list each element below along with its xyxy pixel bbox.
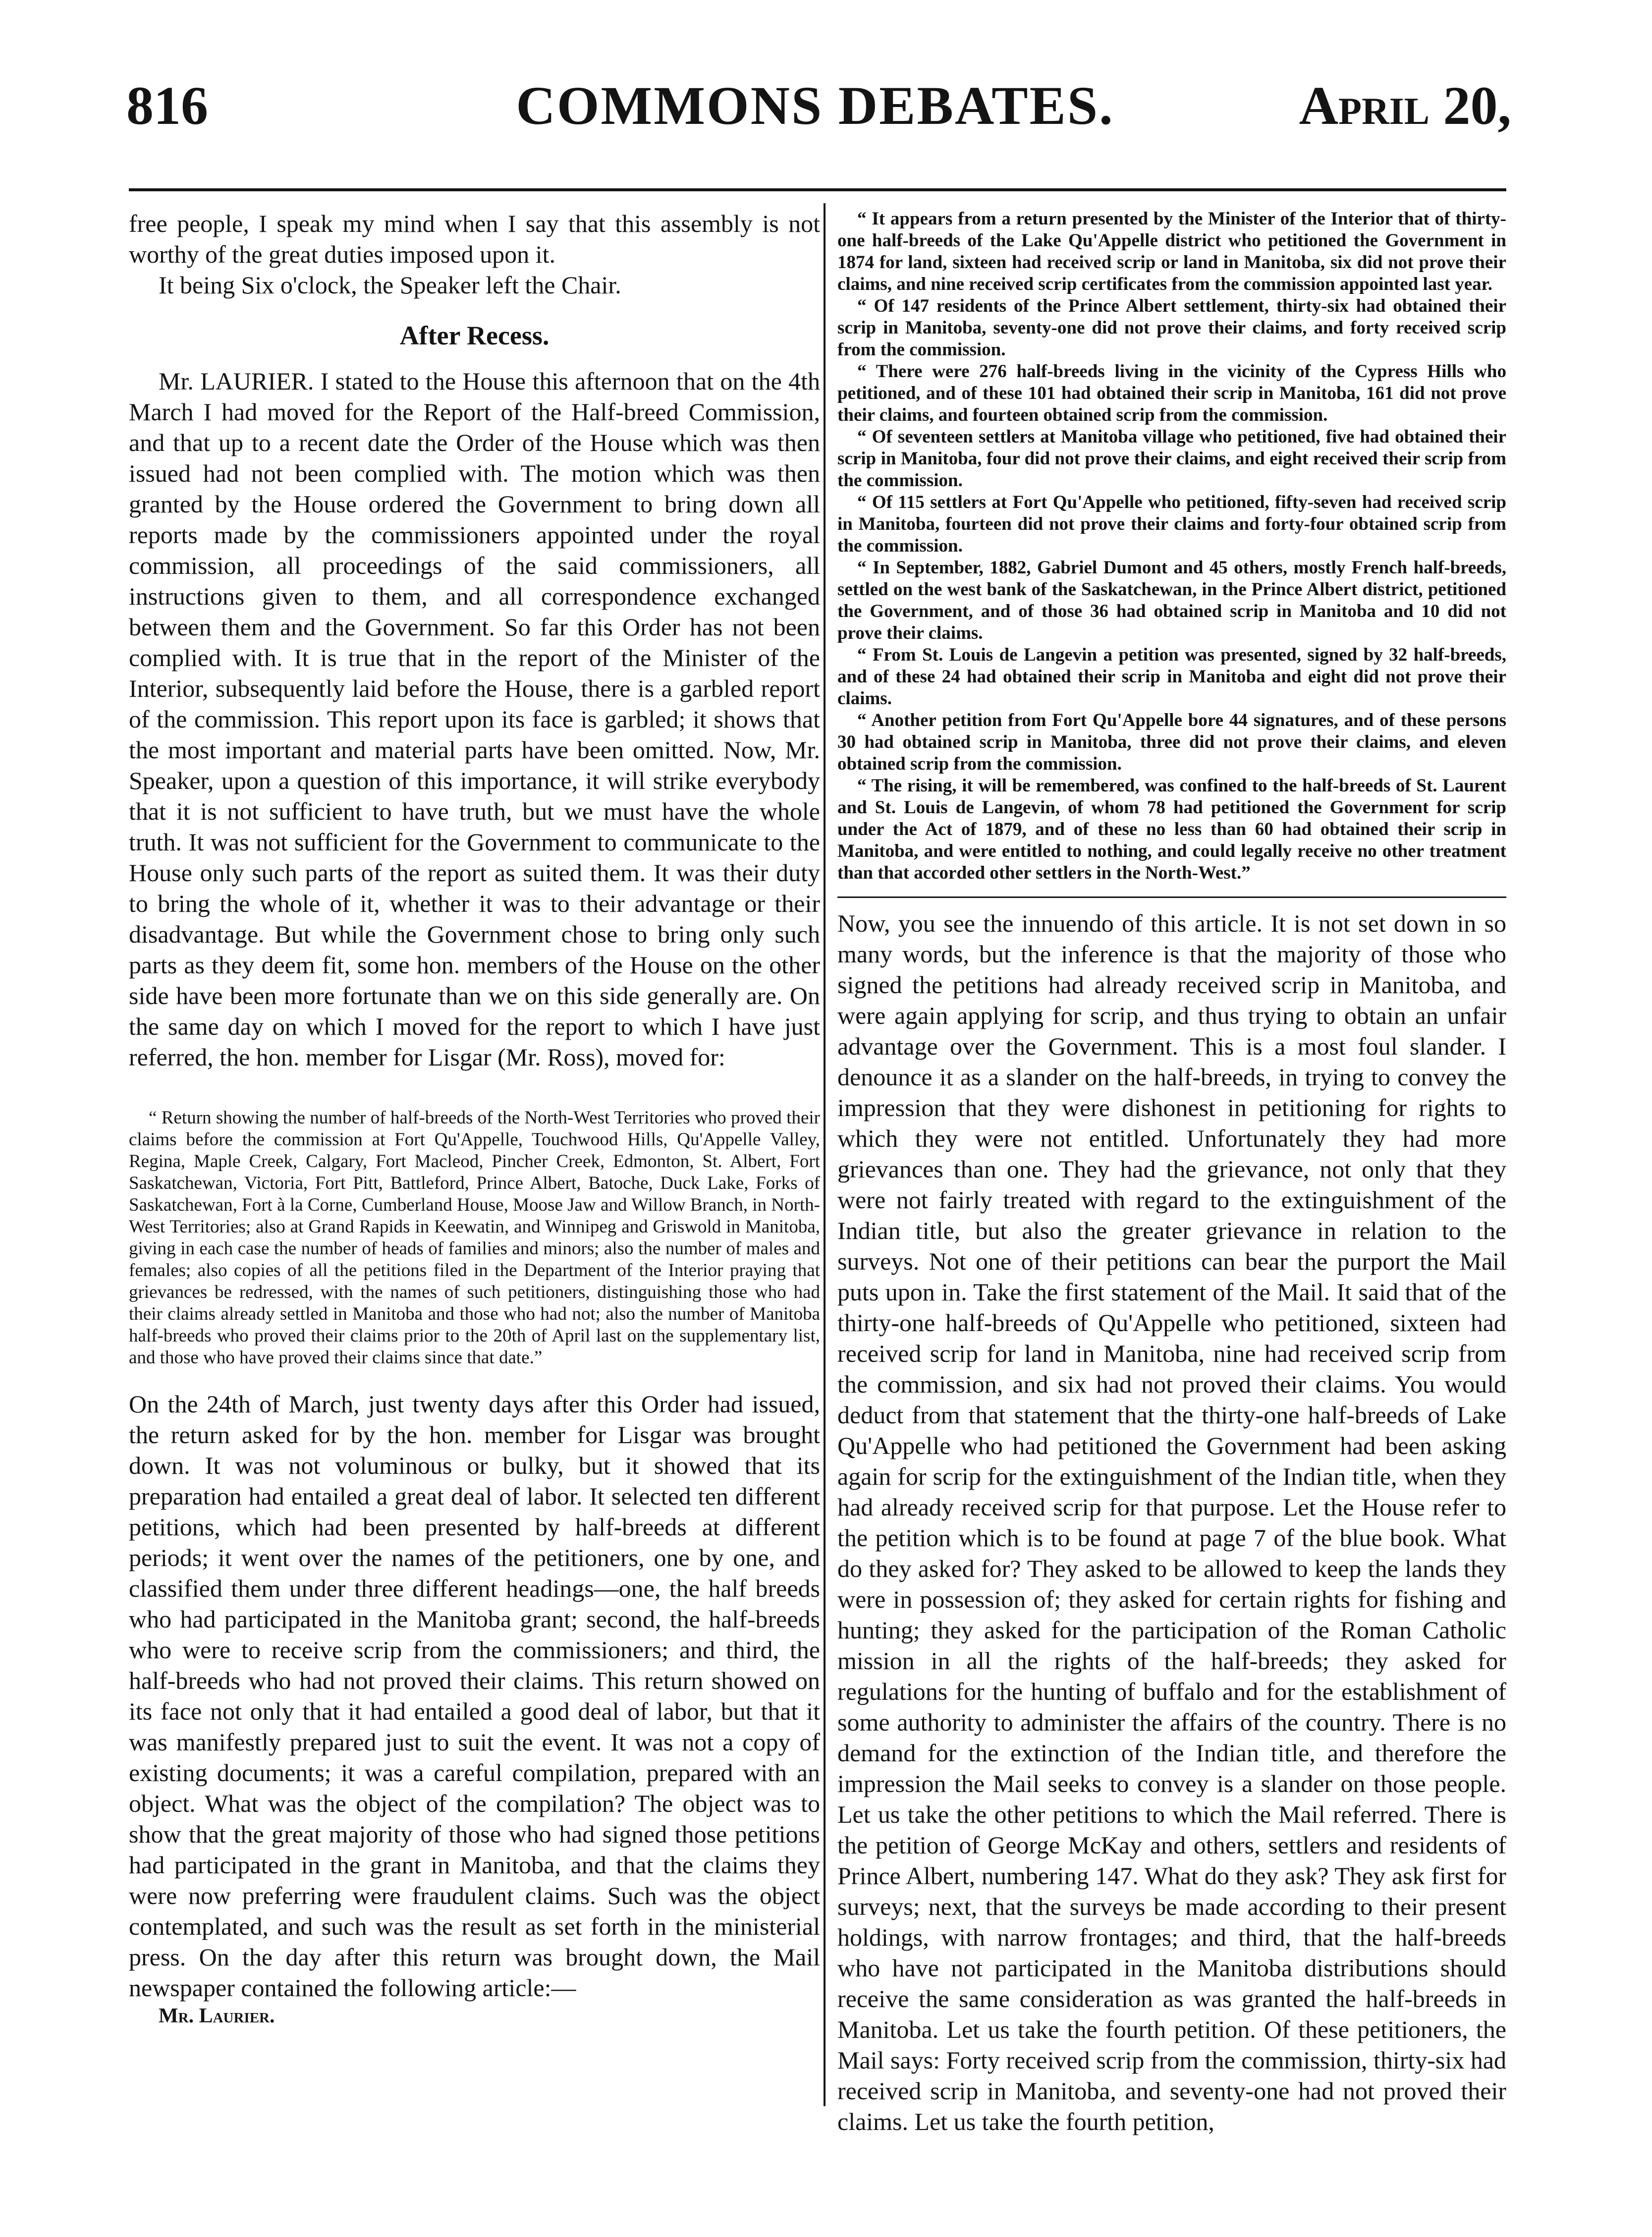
quote-paragraph: “ From St. Louis de Langevin a petition was presented, signed by 32 half-breeds, and of these 24 had obtained their scrip in Manitoba and eight did not prove their claims. (837, 645, 1506, 709)
paragraph-innuendo: Now, you see the innuendo of this article. It is not set down in so many words, but the inference is that the majority of those who signed the petitions had already received scrip in Manitoba, and were again applying for scrip, and thus trying to obtain an unfair advantage over the Government. This is a most foul slander. I denounce it as a slander on the half-breeds, in trying to convey the impression that they were dishonest in petitioning for rights to which they were not entitled. Unfortunately they had more grievances than one. They had the grievance, not only that they were not fairly treated with regard to the extinguishment of the Indian title, but also the greater grievance in relation to the surveys. Not one of their petitions can bear the purport the Mail puts upon in. Take the first statement of the Mail. It said that of the thirty-one half-breeds of Qu'Appelle who petitioned, sixteen had received scrip for land in Manitoba, nine had received scrip from the commission, and six had not proved their claims. You would deduct from that statement that the thirty-one half-breeds of Lake Qu'Appelle who had petitioned the Government had been asking again for scrip for the extinguishment of the Indian title, when they had already received scrip for that purpose. Let the House refer to the petition which is to be found at page 7 of the blue book. What do they asked for? They asked to be allowed to keep the lands they were in possession of; they asked for certain rights for fishing and hunting; they asked for the participation of the Roman Catholic mission in all the rights of the half-breeds; they asked for regulations for the hunting of buffalo and for the establishment of some authority to administer the affairs of the country. There is no demand for the extinction of the Indian title, and therefore the impression the Mail seeks to convey is a slander on those people. Let us take the other petitions to which the Mail referred. There is the petition of George McKay and others, settlers and residents of Prince Albert, numbering 147. What do they ask? They ask first for surveys; next, that the surveys be made according to their present holdings, with narrow frontages; and third, that the half-breeds who have not participated in the Manitoba distributions should receive the same consideration as was granted the half-breeds in Manitoba. Let us take the fourth petition. Of these petitioners, the Mail says: Forty received scrip from the commission, thirty-six had received scrip in Manitoba, and seventy-one had not proved their claims. Let us take the fourth petition, (837, 909, 1506, 2135)
footer-speaker: Mr. Laurier. (159, 2005, 275, 2027)
quote-paragraph: “ There were 276 half-breeds living in the vicinity of the Cypress Hills who petitioned, and of these 101 had obtained their scrip in Manitoba, 161 did not prove their claims, and fourteen obtained scrip from the commission. (837, 361, 1506, 425)
header-date: April 20, (1299, 75, 1511, 136)
paragraph-speaker-left: It being Six o'clock, the Speaker left the Chair. (159, 271, 621, 299)
column-divider (824, 203, 826, 2106)
left-column (129, 208, 820, 2028)
header-rule (129, 188, 1506, 191)
paragraph-return-discussion: On the 24th of March, just twenty days after this Order had issued, the return asked for by the hon. member for Lisgar was brought down. It was not voluminous or bulky, but it showed that its preparation had entailed a great deal of labor. It selected ten different petitions, which had been presented by half-breeds at different periods; it went over the names of the petitioners, one by one, and classified them under three different headings—one, the half breeds who had participated in the Manitoba grant; second, the half-breeds who were to receive scrip from the commissioners; and third, the half-breeds who had not proved their claims. This return showed on its face not only that it had entailed a good deal of labor, but that it was manifestly prepared just to suit the event. It was not a copy of existing documents; it was a careful compilation, prepared with an object. What was the object of the compilation? The object was to show that the great majority of those who had signed those petitions had participated in the grant in Manitoba, and that the claims they were now preferring were fraudulent claims. Such was the object contemplated, and such was the result as set forth in the ministerial press. On the day after this return was brought down, the Mail newspaper contained the following article:— (129, 1390, 820, 2002)
quote-paragraph: “ Another petition from Fort Qu'Appelle bore 44 signatures, and of these persons 30 had obtained scrip in Manitoba, three did not prove their claims, and eleven obtained scrip from the commission. (837, 710, 1506, 774)
paragraph-laurier-speech: Mr. LAURIER. I stated to the House this afternoon that on the 4th March I had moved for the Report of the Half-breed Commission, and that up to a recent date the Order of the House which was then issued had not been complied with. The motion which was then granted by the House ordered the Government to bring down all reports made by the commissioners appointed under the royal commission, all proceedings of the said commissioners, all instructions given to them, and all correspondence exchanged between them and the Government. So far this Order has not been complied with. It is true that in the report of the Minister of the Interior, subsequently laid before the House, there is a garbled report of the commission. This report upon its face is garbled; it shows that the most important and material parts have been omitted. Now, Mr. Speaker, upon a question of this importance, it will strike everybody that it is not sufficient to have truth, but we must have the whole truth. It was not sufficient for the Government to communicate to the House only such parts of the report as suited them. It was their duty to bring the whole of it, whether it was to their advantage or their disadvantage. But while the Government chose to bring only such parts as they deem fit, some hon. members of the House on the other side have been more fortunate than we on this side generally are. On the same day on which I moved for the report to which I have just referred, the hon. member for Lisgar (Mr. Ross), moved for: (129, 367, 820, 1071)
quote-paragraph: “ Of 147 residents of the Prince Albert settlement, thirty-six had obtained their scrip in Manitoba, seventy-one did not prove their claims, and forty received scrip from the commission. (837, 296, 1506, 360)
section-heading: After Recess. (399, 321, 550, 350)
quote-paragraph: “ It appears from a return presented by the Minister of the Interior that of thirty-one half-breeds of the Lake Qu'Appelle district who petitioned the Government in 1874 for land, sixteen had received scrip or land in Manitoba, six did not prove their claims, and nine received scrip certificates from the commission appointed last year. (837, 209, 1506, 294)
quote-paragraph: “ Of 115 settlers at Fort Qu'Appelle who petitioned, fifty-seven had received scrip in Manitoba, fourteen did not prove their claims and forty-four obtained scrip from the commission. (837, 492, 1506, 556)
mail-article-quote (837, 208, 1506, 898)
quote-paragraph: “ In September, 1882, Gabriel Dumont and 45 others, mostly French half-breeds, settled on the west bank of the Saskatchewan, in the Prince Albert district, petitioned the Government, and of those 36 had obtained scrip in Manitoba and 10 did not prove their claims. (837, 558, 1506, 643)
quoted-motion: “ Return showing the number of half-breeds of the North-West Territories who proved their claims before the commission at Fort Qu'Appelle, Touchwood Hills, Qu'Appelle Valley, Regina, Maple Creek, Calgary, Fort Macleod, Pincher Creek, Edmonton, St. Albert, Fort Saskatchewan, Victoria, Fort Pitt, Battleford, Prince Albert, Batoche, Duck Lake, Forks of Saskatchewan, Fort à la Corne, Cumberland House, Moose Jaw and Willow Branch, in North-West Territories; also at Grand Rapids in Keewatin, and Winnipeg and Griswold in Manitoba, giving in each case the number of heads of families and minors; also the number of males and females; also copies of all the petitions filed in the Department of the Interior praying that grievances be redressed, with the names of such petitioners, distinguishing those who had their claims already settled in Manitoba and those who had not; also the number of Manitoba half-breeds who proved their claims prior to the 20th of April last on the supplementary list, and those who have proved their claims since that date.” (129, 1108, 820, 1368)
quote-paragraph: “ The rising, it will be remembered, was confined to the half-breeds of St. Laurent and St. Louis de Langevin, of whom 78 had petitioned the Government for scrip under the Act of 1879, and of these no less than 60 had obtained their scrip in Manitoba, and were entitled to nothing, and could legally receive no other treatment than that accorded other settlers in the North-West.” (837, 776, 1506, 883)
quote-paragraph: “ Of seventeen settlers at Manitoba village who petitioned, five had obtained their scrip in Manitoba, four did not prove their claims, and eight received their scrip from the commission. (837, 427, 1506, 491)
publication-title: COMMONS DEBATES. (516, 75, 1114, 136)
page-number: 816 (126, 75, 208, 136)
page-header (119, 74, 1511, 159)
paragraph-continuation: free people, I speak my mind when I say that this assembly is not worthy of the great duties imposed upon it. (129, 210, 820, 268)
right-column (837, 208, 1506, 2137)
